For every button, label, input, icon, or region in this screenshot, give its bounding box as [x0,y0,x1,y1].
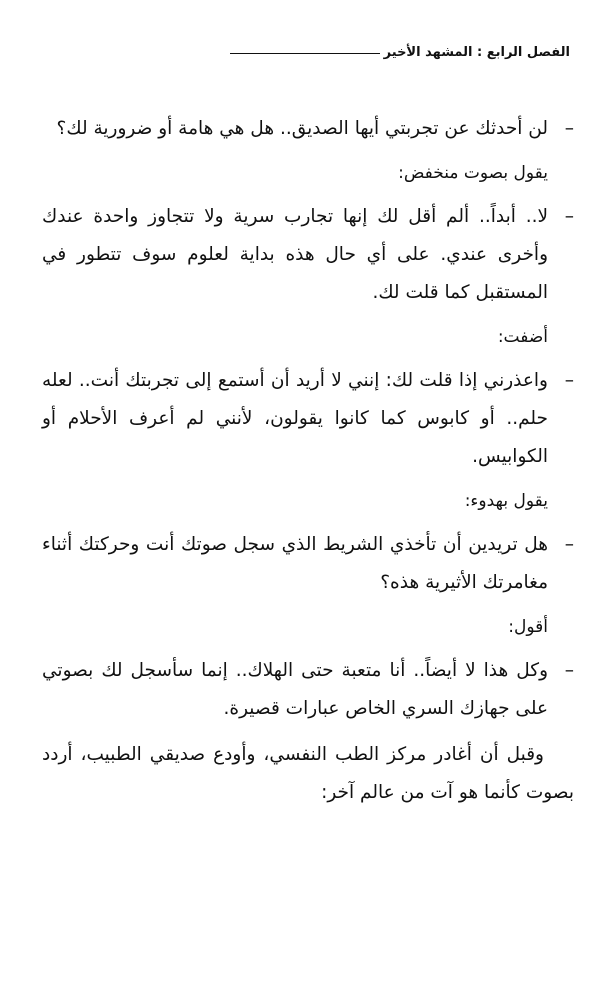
dialogue-line [42,110,574,148]
dialogue-text: لا.. أبداً.. ألم أقل لك إنها تجارب سرية ولا تتجاوز واحدة عندك وأخرى عندي. على أي حال هذه بداية لعلوم سوف تتطور في المستقبل كما قلت لك. [42,206,548,303]
dialogue-dash: – [564,206,574,227]
narration-line: يقول بهدوء: [464,491,548,511]
dialogue-line [42,198,574,312]
dialogue-dash: – [564,660,574,681]
dialogue-line [42,362,574,476]
chapter-title: الفصل الرابع : المشهد الأخير [383,45,570,60]
narration-line: أضفت: [497,327,548,347]
header-rule [230,53,380,54]
dialogue-dash: – [564,118,574,139]
dialogue-line [42,652,574,728]
dialogue-text: لن أحدثك عن تجربتي أيها الصديق.. هل هي هامة أو ضرورية لك؟ [56,118,548,139]
running-header [230,44,570,62]
dialogue-text: هل تريدين أن تأخذي الشريط الذي سجل صوتك أنت وحركتك أثناء مغامرتك الأثيرية هذه؟ [42,534,548,593]
narration-line: أقول: [508,617,548,637]
dialogue-text: وكل هذا لا أيضاً.. أنا متعبة حتى الهلاك.. إنما سأسجل لك بصوتي على جهازك السري الخاص عبارات قصيرة. [42,660,548,719]
dialogue-dash: – [564,370,574,391]
narration-line: يقول بصوت منخفض: [398,163,548,183]
dialogue-dash: – [564,534,574,555]
narrative-paragraph: وقبل أن أغادر مركز الطب النفسي، وأودع صديقي الطبيب، أردد بصوت كأنما هو آت من عالم آخر: [42,744,574,803]
dialogue-text: واعذرني إذا قلت لك: إنني لا أريد أن أستمع إلى تجربتك أنت.. لعله حلم.. أو كابوس كما كانوا يقولون، لأنني لم أعرف الأحلام أو الكوابيس. [42,370,548,467]
dialogue-line [42,526,574,602]
body-text [42,110,574,812]
